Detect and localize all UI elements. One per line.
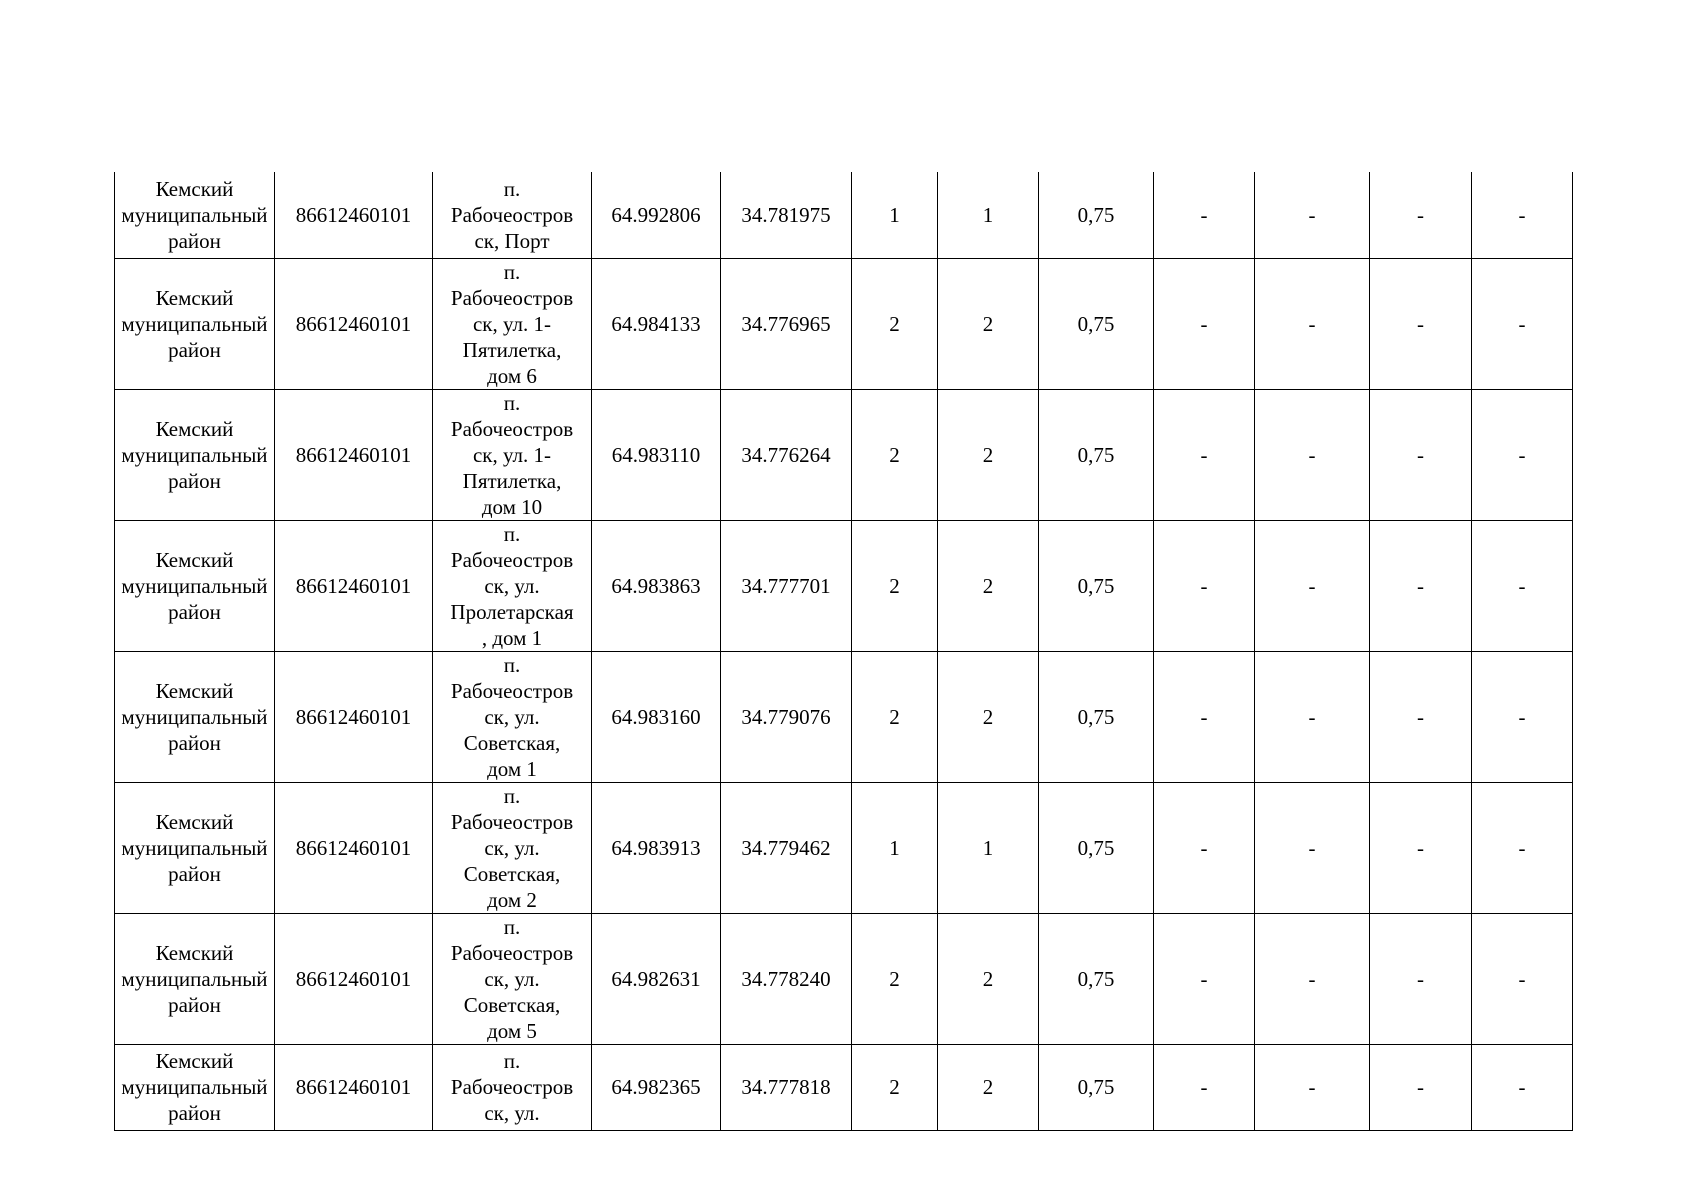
latitude-cell — [592, 1044, 721, 1130]
count-cell-1 — [852, 389, 938, 520]
longitude-cell — [721, 520, 852, 651]
dash-cell-1-text: - — [1200, 202, 1208, 227]
oktmo-cell — [275, 913, 433, 1044]
district-cell — [115, 520, 275, 651]
latitude-cell-text: 64.983110 — [611, 442, 701, 467]
table-row — [115, 913, 1573, 1044]
dash-cell-3 — [1370, 913, 1472, 1044]
district-cell — [115, 1044, 275, 1130]
longitude-cell-text: 34.776965 — [741, 311, 831, 336]
latitude-cell — [592, 172, 721, 258]
oktmo-cell — [275, 520, 433, 651]
dash-cell-4 — [1472, 258, 1573, 389]
district-cell — [115, 389, 275, 520]
longitude-cell — [721, 782, 852, 913]
latitude-cell-text: 64.984133 — [611, 311, 701, 336]
count-cell-2-text: 2 — [982, 442, 994, 467]
address-cell-text: п. Рабочеостров ск, ул. Пролетарская , дом 1 — [450, 521, 574, 650]
dash-cell-1 — [1154, 389, 1255, 520]
oktmo-cell-text: 86612460101 — [295, 704, 412, 729]
dash-cell-4 — [1472, 651, 1573, 782]
dash-cell-2 — [1255, 389, 1370, 520]
longitude-cell-text: 34.779462 — [741, 835, 831, 860]
district-cell-text: Кемский муниципальный район — [121, 940, 268, 1017]
oktmo-cell — [275, 651, 433, 782]
dash-cell-2 — [1255, 520, 1370, 651]
count-cell-2-text: 2 — [982, 1075, 994, 1099]
dash-cell-2-text: - — [1308, 704, 1316, 729]
dash-cell-4 — [1472, 172, 1573, 258]
longitude-cell-text: 34.776264 — [741, 442, 831, 467]
volume-cell-text: 0,75 — [1077, 835, 1115, 860]
dash-cell-2-text: - — [1308, 442, 1316, 467]
count-cell-2-text: 2 — [982, 573, 994, 598]
count-cell-1 — [852, 172, 938, 258]
longitude-cell — [721, 389, 852, 520]
dash-cell-2-text: - — [1308, 573, 1316, 598]
dash-cell-2 — [1255, 782, 1370, 913]
address-cell-text: п. Рабочеостров ск, ул. Советская, дом 2 — [450, 783, 574, 912]
count-cell-1-text: 2 — [889, 704, 900, 729]
count-cell-1 — [852, 520, 938, 651]
dash-cell-4 — [1472, 520, 1573, 651]
longitude-cell-text: 34.781975 — [741, 202, 831, 227]
address-cell — [433, 913, 592, 1044]
oktmo-cell-text: 86612460101 — [295, 966, 412, 991]
dash-cell-3-text: - — [1417, 442, 1424, 467]
volume-cell — [1039, 782, 1154, 913]
dash-cell-1 — [1154, 258, 1255, 389]
dash-cell-4 — [1472, 389, 1573, 520]
longitude-cell — [721, 651, 852, 782]
volume-cell-text: 0,75 — [1077, 442, 1115, 467]
dash-cell-1 — [1154, 172, 1255, 258]
count-cell-2-text: 2 — [982, 704, 994, 729]
count-cell-2-text: 2 — [982, 966, 994, 991]
dash-cell-4-text: - — [1518, 442, 1526, 467]
address-cell-text: п. Рабочеостров ск, Порт — [450, 176, 574, 253]
volume-cell — [1039, 389, 1154, 520]
dash-cell-4-text: - — [1518, 311, 1526, 336]
dash-cell-1-text: - — [1200, 442, 1208, 467]
longitude-cell — [721, 258, 852, 389]
volume-cell-text: 0,75 — [1077, 704, 1115, 729]
address-cell-text: п. Рабочеостров ск, ул. Советская, дом 1 — [450, 652, 574, 781]
table-row — [115, 651, 1573, 782]
count-cell-2 — [938, 172, 1039, 258]
register-table — [114, 172, 1573, 1131]
count-cell-2 — [938, 258, 1039, 389]
volume-cell-text: 0,75 — [1077, 966, 1115, 991]
count-cell-1 — [852, 651, 938, 782]
volume-cell-text: 0,75 — [1077, 202, 1115, 227]
dash-cell-1-text: - — [1200, 704, 1208, 729]
latitude-cell-text: 64.983913 — [611, 835, 701, 860]
dash-cell-2-text: - — [1308, 311, 1316, 336]
table-row — [115, 258, 1573, 389]
volume-cell — [1039, 1044, 1154, 1130]
address-cell — [433, 1044, 592, 1130]
latitude-cell-text: 64.983863 — [611, 573, 701, 598]
dash-cell-3 — [1370, 520, 1472, 651]
latitude-cell — [592, 389, 721, 520]
address-cell — [433, 389, 592, 520]
count-cell-2-text: 1 — [982, 835, 994, 860]
longitude-cell-text: 34.779076 — [741, 704, 831, 729]
district-cell-text: Кемский муниципальный район — [121, 1049, 268, 1125]
dash-cell-2-text: - — [1308, 202, 1316, 227]
address-cell-text: п. Рабочеостров ск, ул. Советская, дом 5 — [450, 914, 574, 1043]
count-cell-1-text: 2 — [889, 573, 900, 598]
dash-cell-4 — [1472, 913, 1573, 1044]
address-cell-text: п. Рабочеостров ск, ул. — [450, 1049, 574, 1125]
volume-cell — [1039, 651, 1154, 782]
count-cell-2 — [938, 913, 1039, 1044]
dash-cell-3-text: - — [1417, 573, 1424, 598]
dash-cell-1 — [1154, 520, 1255, 651]
dash-cell-2 — [1255, 1044, 1370, 1130]
address-cell — [433, 782, 592, 913]
dash-cell-1-text: - — [1200, 835, 1208, 860]
count-cell-1-text: 1 — [889, 202, 900, 227]
table-row — [115, 389, 1573, 520]
oktmo-cell-text: 86612460101 — [295, 311, 412, 336]
latitude-cell — [592, 520, 721, 651]
oktmo-cell-text: 86612460101 — [295, 1075, 412, 1099]
address-cell-text: п. Рабочеостров ск, ул. 1- Пятилетка, дом 10 — [450, 390, 574, 519]
latitude-cell-text: 64.983160 — [611, 704, 701, 729]
address-cell — [433, 520, 592, 651]
count-cell-2 — [938, 389, 1039, 520]
longitude-cell-text: 34.777818 — [741, 1075, 831, 1099]
dash-cell-4 — [1472, 782, 1573, 913]
latitude-cell — [592, 651, 721, 782]
oktmo-cell-text: 86612460101 — [295, 835, 412, 860]
latitude-cell — [592, 258, 721, 389]
district-cell — [115, 782, 275, 913]
dash-cell-2 — [1255, 913, 1370, 1044]
longitude-cell — [721, 172, 852, 258]
dash-cell-3-text: - — [1417, 311, 1424, 336]
volume-cell-text: 0,75 — [1077, 311, 1115, 336]
address-cell — [433, 172, 592, 258]
dash-cell-1 — [1154, 782, 1255, 913]
dash-cell-3 — [1370, 1044, 1472, 1130]
dash-cell-2 — [1255, 258, 1370, 389]
dash-cell-3 — [1370, 172, 1472, 258]
count-cell-1 — [852, 913, 938, 1044]
dash-cell-3 — [1370, 782, 1472, 913]
longitude-cell-text: 34.777701 — [741, 573, 831, 598]
table-row — [115, 782, 1573, 913]
oktmo-cell-text: 86612460101 — [295, 573, 412, 598]
table-row — [115, 520, 1573, 651]
dash-cell-4-text: - — [1518, 573, 1526, 598]
district-cell — [115, 913, 275, 1044]
volume-cell-text: 0,75 — [1077, 573, 1115, 598]
dash-cell-2-text: - — [1308, 835, 1316, 860]
dash-cell-4-text: - — [1518, 835, 1526, 860]
oktmo-cell — [275, 782, 433, 913]
table-body — [115, 172, 1573, 1130]
count-cell-1-text: 2 — [889, 1075, 900, 1099]
table-row — [115, 172, 1573, 258]
latitude-cell-text: 64.992806 — [611, 202, 701, 227]
oktmo-cell — [275, 258, 433, 389]
volume-cell — [1039, 172, 1154, 258]
dash-cell-1-text: - — [1200, 966, 1208, 991]
latitude-cell — [592, 913, 721, 1044]
dash-cell-4-text: - — [1518, 704, 1526, 729]
oktmo-cell-text: 86612460101 — [295, 202, 412, 227]
dash-cell-1-text: - — [1200, 311, 1208, 336]
count-cell-2-text: 1 — [982, 202, 994, 227]
dash-cell-2-text: - — [1308, 1075, 1316, 1099]
oktmo-cell — [275, 172, 433, 258]
latitude-cell-text: 64.982631 — [611, 966, 701, 991]
address-cell — [433, 651, 592, 782]
district-cell-text: Кемский муниципальный район — [121, 547, 268, 624]
district-cell-text: Кемский муниципальный район — [121, 176, 268, 253]
dash-cell-3-text: - — [1417, 835, 1424, 860]
district-cell-text: Кемский муниципальный район — [121, 809, 268, 886]
latitude-cell — [592, 782, 721, 913]
longitude-cell-text: 34.778240 — [741, 966, 831, 991]
dash-cell-2 — [1255, 172, 1370, 258]
longitude-cell — [721, 1044, 852, 1130]
table-row — [115, 1044, 1573, 1130]
dash-cell-1-text: - — [1200, 1075, 1208, 1099]
district-cell-text: Кемский муниципальный район — [121, 416, 268, 493]
oktmo-cell — [275, 389, 433, 520]
dash-cell-3 — [1370, 258, 1472, 389]
volume-cell-text: 0,75 — [1077, 1075, 1115, 1099]
count-cell-1-text: 1 — [889, 835, 900, 860]
district-cell — [115, 651, 275, 782]
count-cell-2 — [938, 651, 1039, 782]
dash-cell-2 — [1255, 651, 1370, 782]
district-cell — [115, 258, 275, 389]
dash-cell-4 — [1472, 1044, 1573, 1130]
longitude-cell — [721, 913, 852, 1044]
count-cell-2 — [938, 520, 1039, 651]
count-cell-1 — [852, 1044, 938, 1130]
count-cell-2-text: 2 — [982, 311, 994, 336]
volume-cell — [1039, 913, 1154, 1044]
oktmo-cell-text: 86612460101 — [295, 442, 412, 467]
address-cell — [433, 258, 592, 389]
volume-cell — [1039, 520, 1154, 651]
dash-cell-4-text: - — [1518, 202, 1526, 227]
count-cell-1 — [852, 782, 938, 913]
count-cell-1-text: 2 — [889, 966, 900, 991]
dash-cell-1 — [1154, 913, 1255, 1044]
count-cell-1-text: 2 — [889, 311, 900, 336]
district-cell-text: Кемский муниципальный район — [121, 285, 268, 362]
dash-cell-3 — [1370, 651, 1472, 782]
latitude-cell-text: 64.982365 — [611, 1075, 701, 1099]
count-cell-1 — [852, 258, 938, 389]
dash-cell-3-text: - — [1417, 966, 1424, 991]
dash-cell-3-text: - — [1417, 704, 1424, 729]
dash-cell-1 — [1154, 651, 1255, 782]
dash-cell-1 — [1154, 1044, 1255, 1130]
dash-cell-4-text: - — [1518, 1075, 1526, 1099]
district-cell-text: Кемский муниципальный район — [121, 678, 268, 755]
dash-cell-3-text: - — [1417, 202, 1424, 227]
dash-cell-3 — [1370, 389, 1472, 520]
count-cell-2 — [938, 1044, 1039, 1130]
dash-cell-2-text: - — [1308, 966, 1316, 991]
volume-cell — [1039, 258, 1154, 389]
oktmo-cell — [275, 1044, 433, 1130]
dash-cell-3-text: - — [1417, 1075, 1424, 1099]
district-cell — [115, 172, 275, 258]
dash-cell-1-text: - — [1200, 573, 1208, 598]
dash-cell-4-text: - — [1518, 966, 1526, 991]
count-cell-2 — [938, 782, 1039, 913]
count-cell-1-text: 2 — [889, 442, 900, 467]
address-cell-text: п. Рабочеостров ск, ул. 1- Пятилетка, дом 6 — [450, 259, 574, 388]
